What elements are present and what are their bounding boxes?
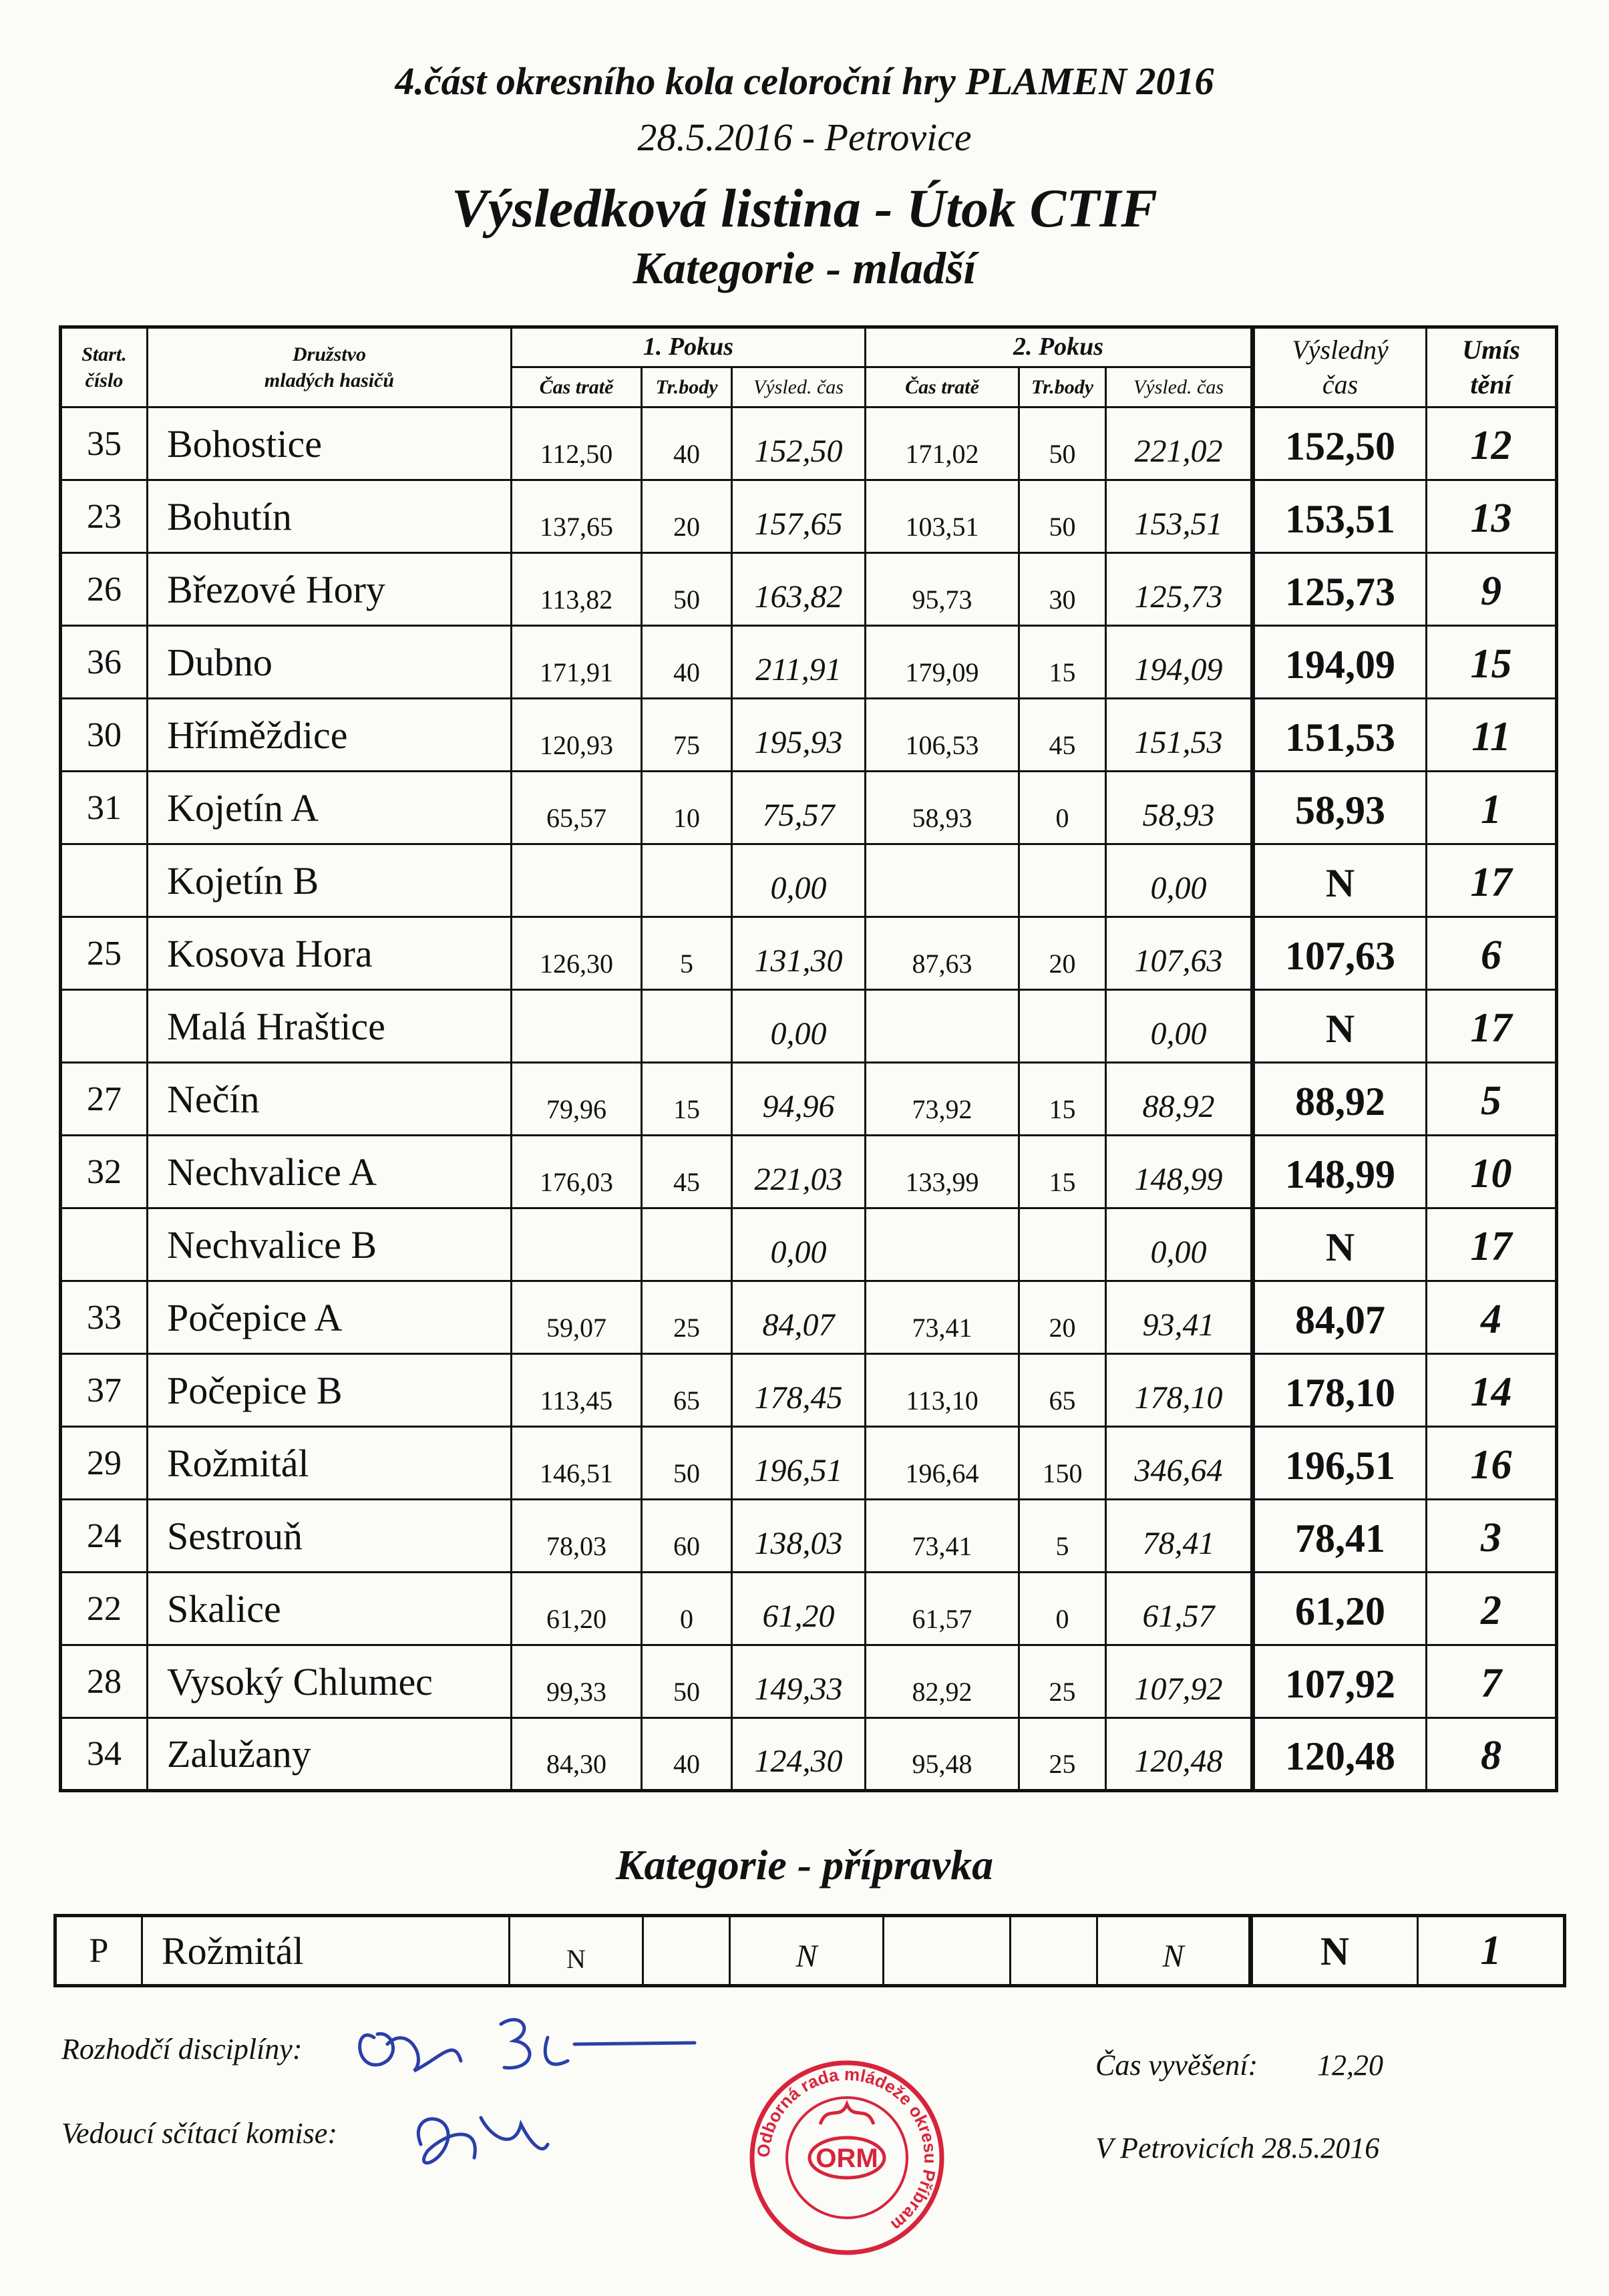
judge-label: Rozhodčí disciplíny: xyxy=(61,2033,303,2066)
header-track-time-2: Čas tratě xyxy=(866,367,1019,407)
table-row xyxy=(61,990,1557,1063)
cell-penalty-2: 65 xyxy=(1019,1354,1106,1427)
cell-start-number: 33 xyxy=(61,1281,148,1354)
cell-result-time-2: 0,00 xyxy=(1106,990,1253,1063)
cell-rank: 16 xyxy=(1427,1427,1557,1500)
cell-result-time-2: 221,02 xyxy=(1106,407,1253,480)
event-title: 4.část okresního kola celoroční hry PLAMEN 2016 xyxy=(395,59,1214,103)
cell-result-time-2: 148,99 xyxy=(1106,1136,1253,1208)
table-row xyxy=(61,1136,1557,1208)
cell-final-time: N xyxy=(1253,1208,1427,1281)
header-track-time-1: Čas tratě xyxy=(512,367,642,407)
cell-team-name: Zalužany xyxy=(148,1718,512,1791)
cell-start-number: 35 xyxy=(61,407,148,480)
cell-start-number: 25 xyxy=(61,917,148,990)
prep-track-time-1: N xyxy=(510,1916,643,1986)
cell-track-time-1: 113,82 xyxy=(512,553,642,626)
table-row xyxy=(61,480,1557,553)
cell-penalty-1: 25 xyxy=(642,1281,732,1354)
table-row xyxy=(61,407,1557,480)
cell-track-time-1 xyxy=(512,990,642,1063)
cell-penalty-2: 50 xyxy=(1019,480,1106,553)
cell-final-time: N xyxy=(1253,844,1427,917)
prep-row xyxy=(55,1916,1565,1986)
cell-team-name: Březové Hory xyxy=(148,553,512,626)
cell-final-time: 196,51 xyxy=(1253,1427,1427,1500)
cell-team-name: Sestrouň xyxy=(148,1500,512,1573)
cell-track-time-1: 65,57 xyxy=(512,772,642,844)
prep-rank: 1 xyxy=(1418,1916,1565,1986)
cell-start-number: 31 xyxy=(61,772,148,844)
cell-start-number xyxy=(61,844,148,917)
table-row xyxy=(61,1427,1557,1500)
cell-result-time-1: 196,51 xyxy=(732,1427,866,1500)
cell-team-name: Hříměždice xyxy=(148,699,512,772)
header-result-time-1: Výsled. čas xyxy=(732,367,866,407)
prep-final-time: N xyxy=(1251,1916,1418,1986)
prep-result-2: N xyxy=(1097,1916,1251,1986)
table-row xyxy=(61,1208,1557,1281)
cell-team-name: Vysoký Chlumec xyxy=(148,1645,512,1718)
prep-table xyxy=(53,1914,1566,1987)
cell-penalty-1: 50 xyxy=(642,553,732,626)
cell-result-time-1: 0,00 xyxy=(732,990,866,1063)
cell-track-time-1: 146,51 xyxy=(512,1427,642,1500)
cell-penalty-2: 50 xyxy=(1019,407,1106,480)
cell-track-time-1: 112,50 xyxy=(512,407,642,480)
category-title-prep: Kategorie - přípravka xyxy=(615,1841,994,1889)
cell-start-number: 28 xyxy=(61,1645,148,1718)
cell-track-time-1: 59,07 xyxy=(512,1281,642,1354)
cell-final-time: 120,48 xyxy=(1253,1718,1427,1791)
cell-rank: 4 xyxy=(1427,1281,1557,1354)
place-date: V Petrovicích 28.5.2016 xyxy=(1095,2132,1380,2164)
cell-result-time-2: 107,92 xyxy=(1106,1645,1253,1718)
cell-result-time-1: 211,91 xyxy=(732,626,866,699)
cell-penalty-1: 45 xyxy=(642,1136,732,1208)
cell-penalty-1: 50 xyxy=(642,1427,732,1500)
table-row xyxy=(61,626,1557,699)
cell-start-number: 36 xyxy=(61,626,148,699)
cell-result-time-2: 0,00 xyxy=(1106,1208,1253,1281)
cell-track-time-2: 113,10 xyxy=(866,1354,1019,1427)
cell-final-time: 148,99 xyxy=(1253,1136,1427,1208)
cell-penalty-2: 30 xyxy=(1019,553,1106,626)
prep-team: Rožmitál xyxy=(142,1916,510,1986)
cell-team-name: Malá Hraštice xyxy=(148,990,512,1063)
cell-result-time-1: 0,00 xyxy=(732,1208,866,1281)
cell-track-time-2: 171,02 xyxy=(866,407,1019,480)
cell-penalty-1: 40 xyxy=(642,407,732,480)
table-row xyxy=(61,1718,1557,1791)
cell-final-time: 151,53 xyxy=(1253,699,1427,772)
cell-team-name: Nechvalice A xyxy=(148,1136,512,1208)
cell-track-time-1 xyxy=(512,1208,642,1281)
table-row xyxy=(61,844,1557,917)
cell-start-number: 32 xyxy=(61,1136,148,1208)
cell-penalty-2: 15 xyxy=(1019,1063,1106,1136)
table-row xyxy=(61,1645,1557,1718)
cell-track-time-2: 73,41 xyxy=(866,1281,1019,1354)
cell-track-time-2 xyxy=(866,1208,1019,1281)
cell-team-name: Skalice xyxy=(148,1573,512,1645)
cell-penalty-2: 25 xyxy=(1019,1645,1106,1718)
header-penalty-1: Tr.body xyxy=(642,367,732,407)
cell-rank: 9 xyxy=(1427,553,1557,626)
cell-start-number: 29 xyxy=(61,1427,148,1500)
table-row xyxy=(61,553,1557,626)
event-date-place: 28.5.2016 - Petrovice xyxy=(637,116,972,159)
cell-penalty-2: 15 xyxy=(1019,626,1106,699)
cell-track-time-2: 73,92 xyxy=(866,1063,1019,1136)
cell-track-time-1: 113,45 xyxy=(512,1354,642,1427)
cell-team-name: Rožmitál xyxy=(148,1427,512,1500)
header-start-number: Start. číslo xyxy=(61,327,148,407)
cell-result-time-2: 120,48 xyxy=(1106,1718,1253,1791)
cell-final-time: 194,09 xyxy=(1253,626,1427,699)
header-rank: Umís tění xyxy=(1427,327,1557,407)
cell-result-time-1: 131,30 xyxy=(732,917,866,990)
cell-rank: 10 xyxy=(1427,1136,1557,1208)
cell-rank: 15 xyxy=(1427,626,1557,699)
cell-penalty-1: 10 xyxy=(642,772,732,844)
table-row xyxy=(61,1354,1557,1427)
cell-final-time: 107,92 xyxy=(1253,1645,1427,1718)
cell-result-time-1: 84,07 xyxy=(732,1281,866,1354)
table-row xyxy=(61,772,1557,844)
cell-team-name: Kojetín B xyxy=(148,844,512,917)
cell-penalty-2: 45 xyxy=(1019,699,1106,772)
cell-team-name: Kojetín A xyxy=(148,772,512,844)
cell-track-time-2 xyxy=(866,990,1019,1063)
stamp-center-text: ORM xyxy=(816,2144,878,2173)
cell-track-time-2: 179,09 xyxy=(866,626,1019,699)
cell-track-time-1: 79,96 xyxy=(512,1063,642,1136)
cell-rank: 12 xyxy=(1427,407,1557,480)
cell-penalty-1: 60 xyxy=(642,1500,732,1573)
cell-result-time-2: 88,92 xyxy=(1106,1063,1253,1136)
cell-track-time-2: 73,41 xyxy=(866,1500,1019,1573)
cell-penalty-1 xyxy=(642,990,732,1063)
table-row xyxy=(61,1573,1557,1645)
cell-result-time-2: 151,53 xyxy=(1106,699,1253,772)
cell-result-time-1: 221,03 xyxy=(732,1136,866,1208)
cell-track-time-1: 99,33 xyxy=(512,1645,642,1718)
cell-penalty-2: 20 xyxy=(1019,1281,1106,1354)
cell-penalty-1: 0 xyxy=(642,1573,732,1645)
cell-result-time-1: 0,00 xyxy=(732,844,866,917)
cell-penalty-1: 40 xyxy=(642,1718,732,1791)
prep-result-1: N xyxy=(730,1916,884,1986)
cell-final-time: 84,07 xyxy=(1253,1281,1427,1354)
prep-penalty-2 xyxy=(1011,1916,1097,1986)
cell-track-time-1: 126,30 xyxy=(512,917,642,990)
cell-final-time: 58,93 xyxy=(1253,772,1427,844)
cell-track-time-2: 95,73 xyxy=(866,553,1019,626)
cell-result-time-1: 94,96 xyxy=(732,1063,866,1136)
page-title: Výsledková listina - Útok CTIF xyxy=(452,178,1157,238)
cell-track-time-1: 78,03 xyxy=(512,1500,642,1573)
cell-result-time-1: 61,20 xyxy=(732,1573,866,1645)
cell-penalty-1 xyxy=(642,1208,732,1281)
cell-result-time-1: 138,03 xyxy=(732,1500,866,1573)
cell-final-time: 125,73 xyxy=(1253,553,1427,626)
signatures xyxy=(347,1997,775,2198)
header-penalty-2: Tr.body xyxy=(1019,367,1106,407)
cell-final-time: 107,63 xyxy=(1253,917,1427,990)
official-stamp xyxy=(747,2058,947,2258)
cell-rank: 5 xyxy=(1427,1063,1557,1136)
cell-rank: 17 xyxy=(1427,1208,1557,1281)
cell-rank: 1 xyxy=(1427,772,1557,844)
cell-penalty-2: 15 xyxy=(1019,1136,1106,1208)
cell-result-time-2: 58,93 xyxy=(1106,772,1253,844)
cell-rank: 2 xyxy=(1427,1573,1557,1645)
cell-team-name: Počepice B xyxy=(148,1354,512,1427)
cell-final-time: 152,50 xyxy=(1253,407,1427,480)
cell-rank: 11 xyxy=(1427,699,1557,772)
cell-track-time-2: 58,93 xyxy=(866,772,1019,844)
cell-team-name: Bohostice xyxy=(148,407,512,480)
cell-final-time: 178,10 xyxy=(1253,1354,1427,1427)
cell-track-time-2: 133,99 xyxy=(866,1136,1019,1208)
cell-result-time-1: 157,65 xyxy=(732,480,866,553)
cell-start-number: 30 xyxy=(61,699,148,772)
cell-team-name: Dubno xyxy=(148,626,512,699)
cell-result-time-1: 149,33 xyxy=(732,1645,866,1718)
cell-track-time-2: 95,48 xyxy=(866,1718,1019,1791)
cell-result-time-2: 0,00 xyxy=(1106,844,1253,917)
prep-track-time-2 xyxy=(884,1916,1011,1986)
cell-penalty-2 xyxy=(1019,1208,1106,1281)
cell-penalty-1: 40 xyxy=(642,626,732,699)
cell-rank: 14 xyxy=(1427,1354,1557,1427)
results-table xyxy=(59,325,1558,1792)
cell-team-name: Kosova Hora xyxy=(148,917,512,990)
cell-track-time-2: 82,92 xyxy=(866,1645,1019,1718)
category-title-younger: Kategorie - mladší xyxy=(633,242,976,293)
cell-penalty-2: 150 xyxy=(1019,1427,1106,1500)
cell-track-time-2 xyxy=(866,844,1019,917)
cell-result-time-1: 75,57 xyxy=(732,772,866,844)
cell-team-name: Nečín xyxy=(148,1063,512,1136)
header-result-time-2: Výsled. čas xyxy=(1106,367,1253,407)
cell-penalty-2: 0 xyxy=(1019,772,1106,844)
cell-start-number: 34 xyxy=(61,1718,148,1791)
cell-team-name: Nechvalice B xyxy=(148,1208,512,1281)
cell-rank: 17 xyxy=(1427,990,1557,1063)
cell-rank: 17 xyxy=(1427,844,1557,917)
cell-penalty-2: 0 xyxy=(1019,1573,1106,1645)
cell-result-time-2: 346,64 xyxy=(1106,1427,1253,1500)
cell-result-time-2: 125,73 xyxy=(1106,553,1253,626)
cell-penalty-1: 20 xyxy=(642,480,732,553)
posted-value: 12,20 xyxy=(1317,2049,1383,2082)
cell-final-time: 61,20 xyxy=(1253,1573,1427,1645)
posted-label: Čas vyvěšení: xyxy=(1095,2049,1258,2082)
cell-final-time: 78,41 xyxy=(1253,1500,1427,1573)
cell-track-time-1: 171,91 xyxy=(512,626,642,699)
cell-start-number: 24 xyxy=(61,1500,148,1573)
header-final-time: Výsledný čas xyxy=(1253,327,1427,407)
cell-start-number: 26 xyxy=(61,553,148,626)
cell-result-time-1: 124,30 xyxy=(732,1718,866,1791)
cell-penalty-1: 5 xyxy=(642,917,732,990)
table-row xyxy=(61,699,1557,772)
cell-final-time: N xyxy=(1253,990,1427,1063)
cell-result-time-2: 93,41 xyxy=(1106,1281,1253,1354)
stamp-ring-text: Odborná rada mládeže okresu Příbram xyxy=(753,2064,941,2235)
cell-track-time-2: 103,51 xyxy=(866,480,1019,553)
counting-label: Vedoucí sčítací komise: xyxy=(61,2117,337,2150)
header-team: Družstvo mladých hasičů xyxy=(148,327,512,407)
table-row xyxy=(61,917,1557,990)
cell-start-number xyxy=(61,990,148,1063)
cell-penalty-1 xyxy=(642,844,732,917)
cell-penalty-1: 65 xyxy=(642,1354,732,1427)
cell-track-time-2: 61,57 xyxy=(866,1573,1019,1645)
cell-penalty-1: 75 xyxy=(642,699,732,772)
cell-penalty-2 xyxy=(1019,844,1106,917)
cell-start-number xyxy=(61,1208,148,1281)
cell-penalty-2 xyxy=(1019,990,1106,1063)
cell-track-time-2: 87,63 xyxy=(866,917,1019,990)
cell-result-time-1: 195,93 xyxy=(732,699,866,772)
cell-penalty-2: 5 xyxy=(1019,1500,1106,1573)
cell-result-time-2: 153,51 xyxy=(1106,480,1253,553)
cell-result-time-2: 107,63 xyxy=(1106,917,1253,990)
cell-track-time-1: 176,03 xyxy=(512,1136,642,1208)
cell-team-name: Počepice A xyxy=(148,1281,512,1354)
header-attempt-1: 1. Pokus xyxy=(512,327,866,367)
cell-result-time-2: 61,57 xyxy=(1106,1573,1253,1645)
cell-start-number: 27 xyxy=(61,1063,148,1136)
cell-result-time-2: 194,09 xyxy=(1106,626,1253,699)
prep-penalty-1 xyxy=(643,1916,730,1986)
cell-track-time-2: 196,64 xyxy=(866,1427,1019,1500)
cell-rank: 13 xyxy=(1427,480,1557,553)
table-row xyxy=(61,1500,1557,1573)
cell-penalty-1: 15 xyxy=(642,1063,732,1136)
cell-result-time-1: 152,50 xyxy=(732,407,866,480)
cell-result-time-1: 178,45 xyxy=(732,1354,866,1427)
cell-final-time: 153,51 xyxy=(1253,480,1427,553)
cell-final-time: 88,92 xyxy=(1253,1063,1427,1136)
cell-start-number: 23 xyxy=(61,480,148,553)
cell-result-time-1: 163,82 xyxy=(732,553,866,626)
cell-result-time-2: 178,10 xyxy=(1106,1354,1253,1427)
cell-rank: 3 xyxy=(1427,1500,1557,1573)
cell-penalty-1: 50 xyxy=(642,1645,732,1718)
cell-track-time-1 xyxy=(512,844,642,917)
cell-track-time-1: 137,65 xyxy=(512,480,642,553)
cell-track-time-1: 61,20 xyxy=(512,1573,642,1645)
cell-rank: 8 xyxy=(1427,1718,1557,1791)
cell-penalty-2: 20 xyxy=(1019,917,1106,990)
cell-team-name: Bohutín xyxy=(148,480,512,553)
cell-penalty-2: 25 xyxy=(1019,1718,1106,1791)
cell-track-time-2: 106,53 xyxy=(866,699,1019,772)
cell-result-time-2: 78,41 xyxy=(1106,1500,1253,1573)
cell-rank: 6 xyxy=(1427,917,1557,990)
prep-start-number: P xyxy=(55,1916,142,1986)
header-attempt-2: 2. Pokus xyxy=(866,327,1253,367)
table-row xyxy=(61,1063,1557,1136)
table-row xyxy=(61,1281,1557,1354)
cell-track-time-1: 84,30 xyxy=(512,1718,642,1791)
cell-start-number: 22 xyxy=(61,1573,148,1645)
cell-rank: 7 xyxy=(1427,1645,1557,1718)
cell-start-number: 37 xyxy=(61,1354,148,1427)
cell-track-time-1: 120,93 xyxy=(512,699,642,772)
